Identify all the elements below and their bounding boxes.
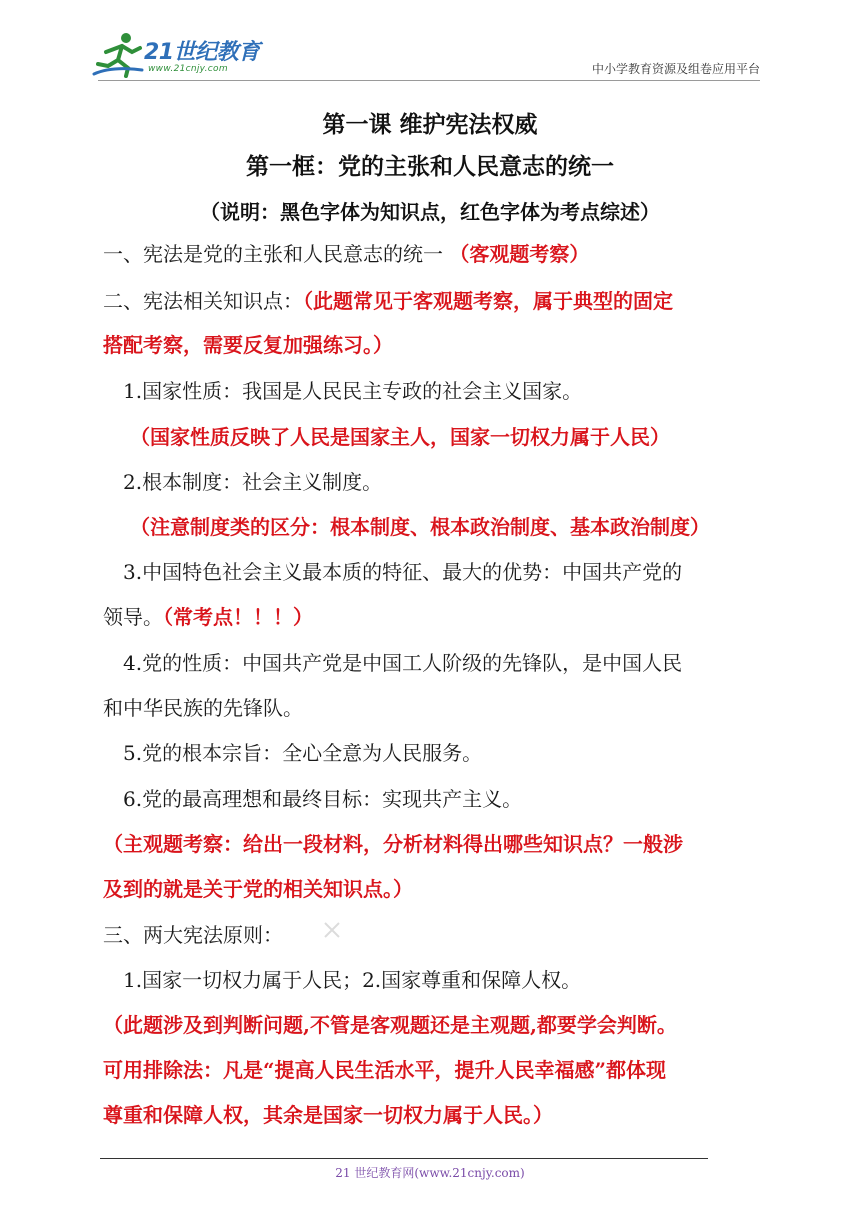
judgement-note: （此题涉及到判断问题,不管是客观题还是主观题,都要学会判断。 [103,1013,677,1037]
subjective-note: （主观题考察：给出一段材料，分析材料得出哪些知识点？一般涉 [103,832,683,856]
point-1-line [103,240,768,268]
principles-item: 1.国家一切权力属于人民；2.国家尊重和保障人权。 [123,968,582,992]
judgement-note-cont-1: 可用排除法：凡是“提高人民生活水平，提升人民幸福感”都体现 [103,1058,667,1082]
platform-name: 中小学教育资源及组卷应用平台 [591,62,760,76]
item-6: 6.党的最高理想和最终目标：实现共产主义。 [123,787,523,811]
section-3-heading: 三、两大宪法原则： [103,923,283,947]
point-2-text: 二、宪法相关知识点： [103,289,303,313]
item-4-cont: 和中华民族的先锋队。 [103,696,303,720]
runner-logo-icon [92,30,148,78]
item-1-exam-note: （国家性质反映了人民是国家主人，国家一切权力属于人民） [130,425,670,449]
cross-watermark-icon [322,920,342,940]
logo-text: 21世纪教育 [144,40,260,65]
point-1-text: 一、宪法是党的主张和人民意志的统一 [103,242,450,266]
section-title: 第一框：党的主张和人民意志的统一 [246,154,614,180]
point-2-line [103,287,768,315]
item-3-text: 领导。 [103,605,163,629]
point-1-exam-note: （客观题考察） [449,242,590,266]
point-2-exam-note: （此题常见于客观题考察，属于典型的固定 [303,289,673,313]
page-header [0,0,860,90]
legend-note: （说明：黑色字体为知识点，红色字体为考点综述） [200,200,660,224]
footer-link[interactable]: 21 世纪教育网(www.21cnjy.com) [335,1166,525,1180]
subjective-note-cont: 及到的就是关于党的相关知识点。） [103,877,413,901]
item-4: 4.党的性质：中国共产党是中国工人阶级的先锋队，是中国人民 [123,651,683,675]
item-3: 3.中国特色社会主义最本质的特征、最大的优势：中国共产党的 [123,560,683,584]
item-3-exam-note: （常考点！！！） [163,605,313,629]
site-logo[interactable] [92,30,267,78]
item-1: 1.国家性质：我国是人民民主专政的社会主义国家。 [123,379,583,403]
header-divider [98,80,760,81]
logo-url: www.21cnjy.com [148,64,228,74]
item-5: 5.党的根本宗旨：全心全意为人民服务。 [123,741,483,765]
point-2-exam-note-cont: 搭配考察，需要反复加强练习。） [103,333,393,357]
item-2: 2.根本制度：社会主义制度。 [123,470,383,494]
judgement-note-cont-2: 尊重和保障人权，其余是国家一切权力属于人民。） [103,1103,553,1127]
item-3-cont [103,603,768,631]
lesson-title: 第一课 维护宪法权威 [322,112,538,138]
footer-divider [100,1158,708,1159]
item-2-exam-note: （注意制度类的区分：根本制度、根本政治制度、基本政治制度） [130,515,710,539]
